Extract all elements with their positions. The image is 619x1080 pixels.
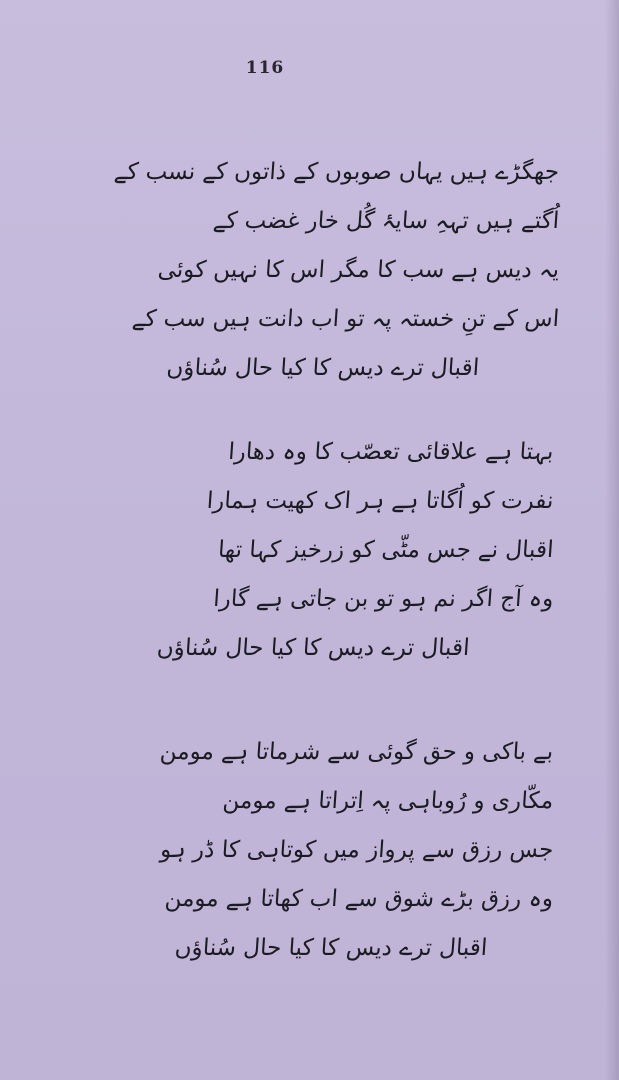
page-edge-shadow [605,0,619,1080]
verse-line: اقبال نے جس مٹّی کو زرخیز کہا تھا [216,537,554,563]
verse-line: نفرت کو اُگاتا ہے ہر اک کھیت ہمارا [205,488,554,514]
verse-line: بے باکی و حق گوئی سے شرماتا ہے مومن [158,739,554,765]
verse-line: اُگتے ہیں تہہِ سایۂ گُل خار غضب کے [212,208,560,234]
verse-line: مکّاری و رُوباہی پہ اِتراتا ہے مومن [221,788,554,814]
verse-line: وہ آج اگر نم ہو تو بن جاتی ہے گارا [212,586,554,612]
verse-line: جس رزق سے پرواز میں کوتاہی کا ڈر ہو [159,837,554,863]
verse-line: جھگڑے ہیں یہاں صوبوں کے ذاتوں کے نسب کے [113,159,560,185]
refrain-line: اقبال ترے دیس کا کیا حال سُناؤں [173,935,488,961]
refrain-line: اقبال ترے دیس کا کیا حال سُناؤں [155,635,470,661]
verse-line: اس کے تنِ خستہ پہ تو اب دانت ہیں سب کے [131,306,560,332]
verse-line: وہ رزق بڑے شوق سے اب کھاتا ہے مومن [163,886,554,912]
stanza-2 [157,428,559,673]
stanza-1 [114,148,559,393]
verse-line: یہ دیس ہے سب کا مگر اس کا نہیں کوئی [156,257,560,283]
verse-line: بہتا ہے علاقائی تعصّب کا وہ دھارا [227,439,554,465]
refrain-line: اقبال ترے دیس کا کیا حال سُناؤں [165,355,480,381]
stanza-3 [160,728,559,973]
page-number: 116 [245,58,285,78]
